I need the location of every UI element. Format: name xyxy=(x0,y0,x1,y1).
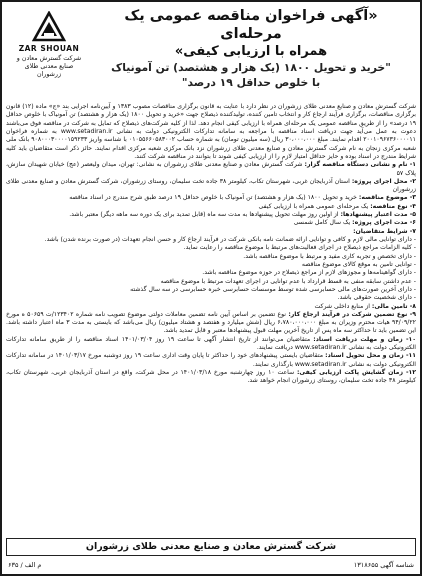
footer-company-name: شرکت گسترش معادن و صنایع معدنی طلای زرشوران xyxy=(6,538,416,556)
list-item xyxy=(6,303,416,311)
list-item xyxy=(6,261,416,269)
item-label: ۹- نوع تضمین شرکت در فرآیند ارجاع کار: xyxy=(288,310,417,318)
ad-code: شناسه آگهی ۱۳۱۸۶۵۵ xyxy=(353,561,414,569)
item-text: متقاضیان بایستی پیشنهادهای خود را حداکثر تا پایان وقت اداری ساعت ۱۹ روز دوشنبه مورخ ۱۴۰۱/۰۳/۱۷ در سامانه تدارکات الکترونیکی دولت به نشانی www.setadiran.ir بارگذاری نمایند. xyxy=(6,352,416,368)
ad-reference: ۶۳۵ / م الف xyxy=(8,561,42,569)
list-item xyxy=(6,286,416,294)
header xyxy=(6,5,416,103)
list-item xyxy=(6,253,416,261)
item-text: - دارای شخصیت حقوقی باشد. xyxy=(337,294,416,302)
list-item xyxy=(6,352,416,369)
title-line-2: همراه با ارزیابی کیفی» xyxy=(174,44,328,59)
item-text: ساعت ۱۰ روز چهارشنبه مورخ ۱۴۰۱/۰۳/۱۸ در محل شرکت، واقع در استان آذربایجان غربی، شهرستان تکاب، کیلومتر ۳۸ جاده تخت سلیمان، روستای زرشوران انجام خواهد شد. xyxy=(6,369,416,385)
logo-name: ZAR SHOUAN xyxy=(18,44,80,53)
item-text: استان آذربایجان غربی، شهرستان تکاب، کیلومتر ۳۸ جاده تخت سلیمان، روستای زرشوران، شرکت گسترش معادن و صنایع معدنی طلای زرشوران xyxy=(6,177,416,194)
item-text: - عدم داشتن سابقه منفی به قسط قرارداد با عدم توانایی در اجرای تعهدات مرتبط با موضوع مناقصه xyxy=(160,277,416,285)
logo-caption: شرکت گسترش معادن و صنایع معدنی طلای زرشوران xyxy=(16,55,82,78)
item-label: ۲- محل اجرای پروژه: xyxy=(351,177,417,185)
zarshouran-logo-icon xyxy=(32,11,66,43)
item-label: ۸- تامین مالی: xyxy=(371,302,416,310)
item-label: ۱- نام و نشانی دستگاه مناقصه گزار: xyxy=(304,161,416,169)
list-item xyxy=(6,311,416,336)
list-item xyxy=(6,194,416,202)
list-item xyxy=(6,161,416,178)
company-logo xyxy=(12,11,86,79)
item-text: از منابع داخلی شرکت xyxy=(314,302,370,310)
item-label: ۴- نوع مناقصه: xyxy=(370,202,416,210)
title-line-1: «آگهی فراخوان مناقصه عمومی یک مرحله‌ای xyxy=(124,8,378,42)
list-item xyxy=(6,278,416,286)
item-label: ۱۰- زمان و مهلت دریافت اسناد: xyxy=(313,335,416,343)
item-label: ۳- موضوع مناقصه: xyxy=(358,194,416,202)
item-label: ۶- مدت اجرای پروژه: xyxy=(352,219,416,227)
list-item xyxy=(6,244,416,252)
item-label: ۱۲- زمان گشایش پاکت ارزیابی کیفی: xyxy=(296,369,417,376)
item-text: - توانایی تامین به موقع کالای موضوع مناقصه xyxy=(301,260,416,268)
bottom-row xyxy=(6,559,416,571)
item-text: نوع تضمین بر اساس آیین نامه تضمین معاملات دولتی موضوع تصویب نامه شماره ۱۲۳۴۰۲/ت ۵۰۶۵۹ ه مورخ ۹۴/۰۹/۲۲ هیات محترم وزیران به مبلغ ۶،۷۸۰،۰۰۰،۰۰۰ ریال (شش میلیارد و هفتصد و هشتاد میلیون) ریال می‌باشد که بایستی به مدت ۳ ماه اعتبار داشته باشد. این تضمین باید تا حداکثر سه ماه پس از تاریخ آخرین مهلت قبول پیشنهادها معتبر و قابل تمدید باشد. xyxy=(6,310,416,335)
item-text: خرید و تحویل ۱۸۰۰ (یک هزار و هشتصد) تن آمونیاک با خلوص حداقل ۱۹ درصد طبق شرح مندرج در اسناد مناقصه xyxy=(69,194,357,202)
list-item xyxy=(6,228,416,236)
item-text: از اولین روز مهلت تحویل پیشنهادها به مدت سه ماه (قابل تمدید برای یک دوره سه ماهه دیگر) معتبر باشد. xyxy=(69,211,339,219)
item-text: - دارای تخصص و تجربه کاری مفید و مرتبط با موضوع مناقصه باشد. xyxy=(243,252,416,260)
ad-title xyxy=(92,7,410,90)
list-item xyxy=(6,178,416,195)
title-line-3: "خرید و تحویل ۱۸۰۰ (یک هزار و هشتصد) تن آمونیاک xyxy=(111,61,391,74)
item-label: ۱۱- زمان و محل تحویل اسناد: xyxy=(325,352,417,360)
item-text: شرکت گسترش معادن و صنایع معدنی طلای زرشوران به نشانی: تهران، میدان ولیعصر (عج) خیابان شهیدان سازش، پلاک ۵۷ xyxy=(6,161,416,177)
item-text: - کلیه الزامات مراجع ذیصلاح در اجرای فعالیت‌های مرتبط با موضوع مناقصه را رعایت نماید. xyxy=(183,244,416,252)
conditions-list xyxy=(6,161,416,385)
item-label: ۷- شرایط متقاضیان: xyxy=(353,227,416,235)
intro-paragraph: شرکت گسترش معادن و صنایع معدنی طلای زرشوران در نظر دارد با عنایت به قانون برگزاری مناقصات مصوب ۱۳۸۳ و آیین‌نامه اجرایی بند «ج» ماده (۱۲) قانون برگزاری مناقصات، برگزاری فرآیند ارجاع کار و انتخاب تامین کننده، تولیدکننده ذیصلاح جهت «خرید و تحویل ۱۸۰۰ (یک هزار و هشتصد) تن آمونیاک با خلوص حداقل ۱۹ درصد» را از طریق مناقصه عمومی یک مرحله‌ای همراه با ارزیابی کیفی انجام دهد. لذا از کلیه شرکت‌های ذیصلاح که تمایل به شرکت در مناقصه فوق می‌باشند دعوت به عمل می‌آید جهت دریافت اسناد مناقصه با مراجعه به سامانه تدارکات الکترونیکی دولت به نشانی www.setadiran.ir به شماره فراخوان ۲۰۰۱۰۹۶۷۳۶۰۰۰۰۱۱ اقدام نمایند. مبلغ ۳۰،۰۰۰،۰۰۰ ریال (سه میلیون تومان) به شماره حساب ۰۱۰۵۵۶۶۰۵۸۳۰۰۲ با شناسه واریز ۹۰۸۰۰۰۳۰۰۰۰۱۵۹۲۳۳ بانک ملی شعبه مرکزی زنجان به نام شرکت گسترش معادن و صنایع معدنی طلای زرشوران نزد بانک مرکزی شعبه مرکزی اقدام نمایند. حائز ذکر است متقاضیان باید کلیه شرایط مندرج در اسناد بوده و حایز حداقل امتیاز لازم را از ارزیابی کیفی شوند تا بتوانند در مناقصه شرکت کنند. xyxy=(6,103,417,160)
item-text: یک سال کامل شمسی xyxy=(293,219,351,227)
item-text: - دارای توانایی مالی لازم و کافی و توانایی ارائه ضمانت نامه بانکی شرکت در فرآیند ارجاع کار و حسن انجام تعهدات (در صورت برنده شدن) باشد. xyxy=(44,236,416,243)
title-line-4: با خلوص حداقل ۱۹ درصد" xyxy=(181,76,321,89)
list-item xyxy=(6,336,416,353)
item-label: ۵- مدت اعتبار پیشنهادها: xyxy=(340,211,416,219)
item-text: متقاضیان می‌توانند از تاریخ انتشار آگهی تا ساعت ۱۹ روز ۱۴۰۱/۰۳/۰۴ اسناد مناقصه را از طریق سامانه تدارکات الکترونیکی دولت به نشانی www.setadiran.ir دریافت نمایند. xyxy=(6,335,416,352)
item-text: یک مرحله‌ای عمومی همراه با ارزیابی کیفی xyxy=(258,202,369,210)
ad-body xyxy=(6,103,416,386)
list-item xyxy=(6,211,416,219)
list-item xyxy=(6,369,416,386)
list-item xyxy=(6,294,416,302)
item-text: - دارای آخرین صورت‌های مالی حسابرسی شده توسط موسسات حسابرسی خبره حسابرسی در سه سال گذشته xyxy=(130,285,416,293)
item-text: - دارای گواهینامه‌ها و مجوزهای لازم از مراجع ذیصلاح در حوزه موضوع مناقصه باشد. xyxy=(202,269,416,277)
list-item xyxy=(6,203,416,211)
list-item xyxy=(6,236,416,244)
list-item xyxy=(6,219,416,227)
list-item xyxy=(6,269,416,277)
